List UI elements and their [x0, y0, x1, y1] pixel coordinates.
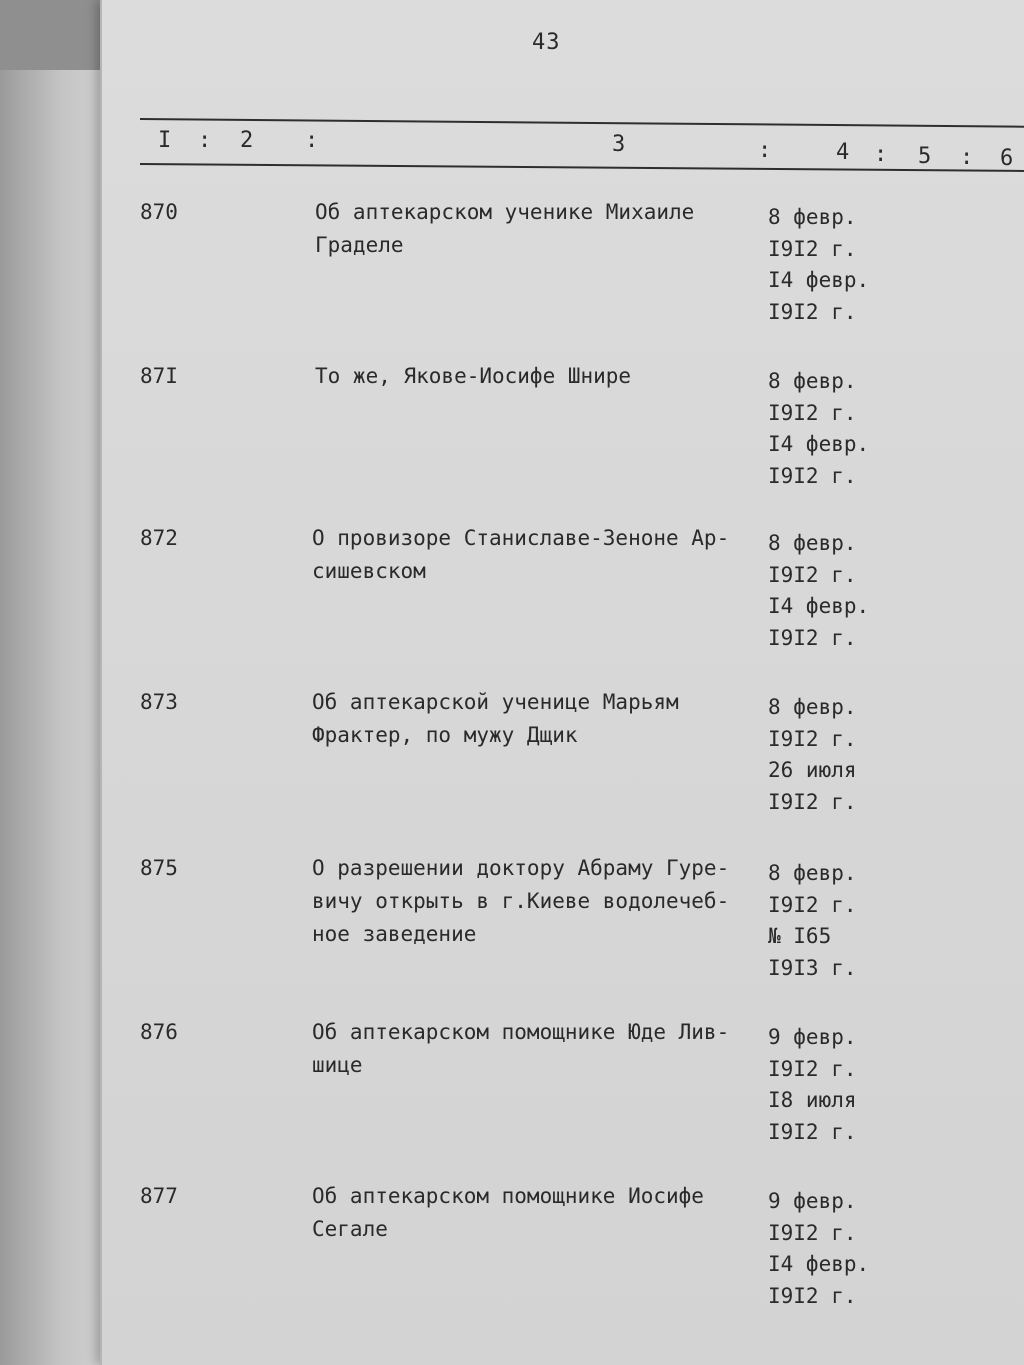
- start-date: 8 февр.: [768, 531, 857, 555]
- page-number: 43: [532, 30, 561, 55]
- column-header-6: 6: [1000, 146, 1014, 171]
- end-date: I4 февр.: [768, 432, 870, 456]
- start-year: I9I2 г.: [768, 236, 857, 261]
- column-header-5: 5: [918, 144, 932, 169]
- case-title: О провизоре Станиславе-Зеноне Ар- cишевском: [312, 526, 730, 583]
- column-header-3: 3: [612, 132, 626, 157]
- table-row: [0, 686, 1024, 846]
- start-date: 9 февр.: [768, 1025, 857, 1049]
- start-date: 8 февр.: [768, 205, 857, 229]
- case-number: 870: [140, 200, 178, 224]
- table-row: [0, 196, 1024, 356]
- case-dates: [768, 692, 888, 818]
- case-number: 876: [140, 1020, 178, 1044]
- case-dates: [768, 1186, 888, 1312]
- case-title: Об аптекарском ученике Михаиле Граделе: [315, 200, 695, 257]
- case-dates: [768, 528, 888, 654]
- start-date: 8 февр.: [768, 861, 857, 885]
- column-header-2: 2: [240, 128, 254, 153]
- case-number: 877: [140, 1184, 178, 1208]
- case-number: 873: [140, 690, 178, 714]
- start-date: 9 февр.: [768, 1189, 857, 1213]
- column-header-1: I: [158, 128, 172, 153]
- case-number: 87I: [140, 364, 178, 388]
- case-title: О разрешении доктору Абраму Гуре- вичу открыть в г.Киеве водолечеб- ное заведение: [312, 856, 730, 946]
- table-row: [0, 852, 1024, 1012]
- end-date: I4 февр.: [768, 594, 870, 618]
- case-title: Об аптекарском помощнике Юде Лив- шице: [312, 1020, 730, 1077]
- case-dates: [768, 858, 888, 984]
- end-date: I4 февр.: [768, 1252, 870, 1276]
- case-number: 872: [140, 526, 178, 550]
- column-separator: :: [305, 128, 319, 153]
- case-title: Об аптекарской ученице Марьям Фрактер, по мужу Дщик: [312, 690, 679, 747]
- table-row: [0, 522, 1024, 682]
- column-separator: :: [198, 128, 212, 153]
- end-date: 26 июля: [768, 758, 857, 782]
- case-dates: [768, 1022, 888, 1148]
- table-row: [0, 1180, 1024, 1340]
- case-number: 875: [140, 856, 178, 880]
- end-year: I9I2 г.: [768, 1119, 857, 1144]
- document-number: № I65: [768, 924, 832, 948]
- start-year: I9I2 г.: [768, 892, 857, 917]
- case-title: Об аптекарском помощнике Иосифе Сегале: [312, 1184, 704, 1241]
- table-row: [0, 1016, 1024, 1176]
- case-title: То же, Якове-Иосифе Шнире: [315, 364, 632, 388]
- case-dates: [768, 202, 888, 328]
- table-row: [0, 360, 1024, 520]
- end-year: I9I2 г.: [768, 625, 857, 650]
- end-year: I9I2 г.: [768, 299, 857, 324]
- end-year: I9I2 г.: [768, 1283, 857, 1308]
- column-separator: :: [758, 138, 772, 163]
- end-year: I9I2 г.: [768, 463, 857, 488]
- end-date: I8 июля: [768, 1088, 857, 1112]
- end-year: I9I2 г.: [768, 789, 857, 814]
- end-year: I9I3 г.: [768, 955, 857, 980]
- column-separator: :: [960, 145, 974, 170]
- start-year: I9I2 г.: [768, 562, 857, 587]
- start-date: 8 февр.: [768, 369, 857, 393]
- start-year: I9I2 г.: [768, 726, 857, 751]
- column-header-4: 4: [836, 140, 850, 165]
- case-dates: [768, 366, 888, 492]
- start-date: 8 февр.: [768, 695, 857, 719]
- end-date: I4 февр.: [768, 268, 870, 292]
- start-year: I9I2 г.: [768, 1056, 857, 1081]
- start-year: I9I2 г.: [768, 400, 857, 425]
- start-year: I9I2 г.: [768, 1220, 857, 1245]
- column-separator: :: [874, 142, 888, 167]
